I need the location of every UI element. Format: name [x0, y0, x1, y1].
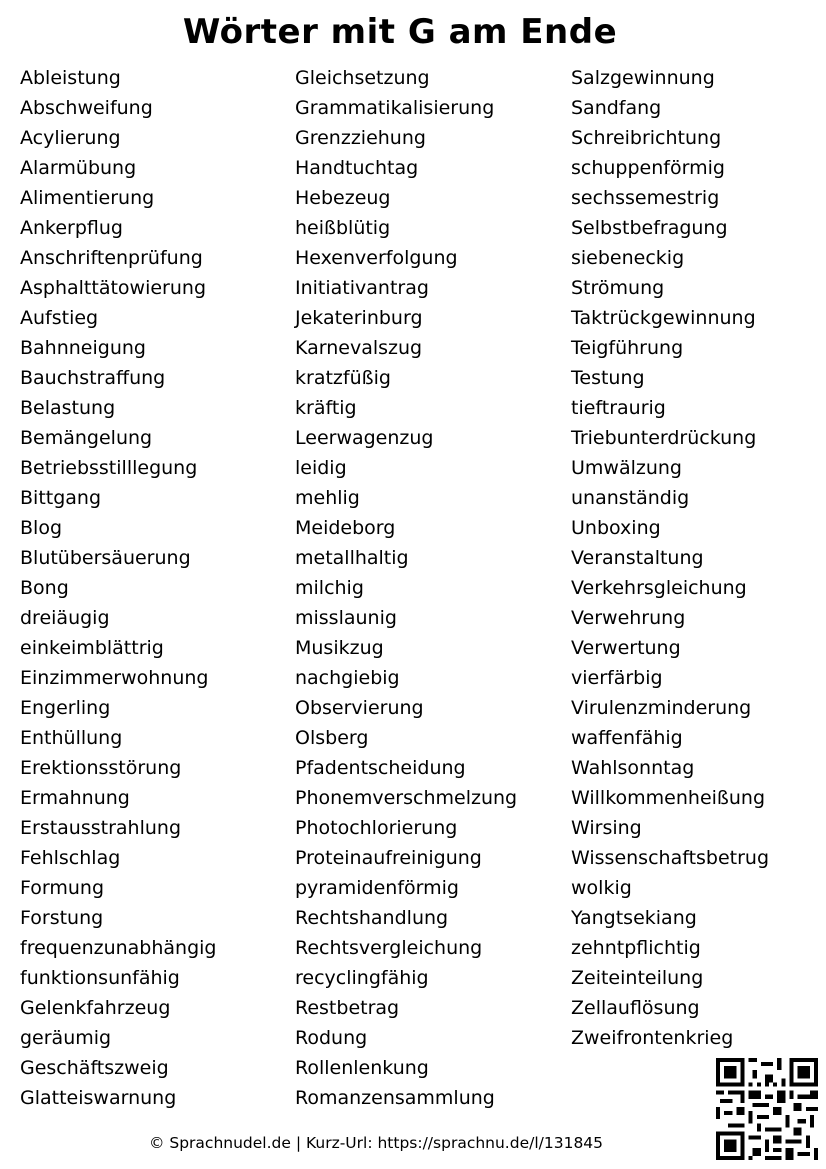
word-item: Gleichsetzung [295, 67, 430, 89]
word-item: Wahlsonntag [571, 757, 695, 779]
word-item: Proteinaufreinigung [295, 847, 482, 869]
word-item: Taktrückgewinnung [571, 307, 756, 329]
word-item: Zeiteinteilung [571, 967, 704, 989]
word-item: Verwehrung [571, 607, 686, 629]
word-item: Rechtsvergleichung [295, 937, 483, 959]
word-item: Olsberg [295, 727, 369, 749]
word-item: Einzimmerwohnung [20, 667, 209, 689]
word-item: Schreibrichtung [571, 127, 722, 149]
word-item: Anschriftenprüfung [20, 247, 203, 269]
word-item: Handtuchtag [295, 157, 419, 179]
word-item: Bong [20, 577, 69, 599]
word-item: Ableistung [20, 67, 121, 89]
word-column-2 [295, 63, 517, 1113]
word-item: Hebezeug [295, 187, 391, 209]
word-item: Hexenverfolgung [295, 247, 458, 269]
word-item: Wissenschaftsbetrug [571, 847, 770, 869]
word-item: waffenfähig [571, 727, 683, 749]
word-item: Glatteiswarnung [20, 1087, 177, 1109]
word-item: siebeneckig [571, 247, 685, 269]
word-item: Bemängelung [20, 427, 153, 449]
word-item: Sandfang [571, 97, 662, 119]
word-item: Triebunterdrückung [571, 427, 757, 449]
word-item: Blutübersäuerung [20, 547, 191, 569]
word-item: Formung [20, 877, 105, 899]
word-item: Grammatikalisierung [295, 97, 495, 119]
word-item: Pfadentscheidung [295, 757, 466, 779]
word-item: Leerwagenzug [295, 427, 434, 449]
word-item: Blog [20, 517, 62, 539]
word-item: leidig [295, 457, 347, 479]
word-item: Strömung [571, 277, 665, 299]
word-item: Bauchstraffung [20, 367, 166, 389]
word-item: Selbstbefragung [571, 217, 728, 239]
word-item: heißblütig [295, 217, 391, 239]
word-item: Romanzensammlung [295, 1087, 495, 1109]
word-item: Virulenzminderung [571, 697, 752, 719]
word-item: Enthüllung [20, 727, 123, 749]
word-item: kratzfüßig [295, 367, 391, 389]
word-item: Phonemverschmelzung [295, 787, 518, 809]
word-item: Restbetrag [295, 997, 400, 1019]
word-item: Erstausstrahlung [20, 817, 182, 839]
word-item: Photochlorierung [295, 817, 458, 839]
word-item: frequenzunabhängig [20, 937, 217, 959]
word-item: Zellauflösung [571, 997, 700, 1019]
word-item: Belastung [20, 397, 116, 419]
word-item: Testung [571, 367, 645, 389]
word-item: Ermahnung [20, 787, 130, 809]
word-item: Rodung [295, 1027, 368, 1049]
word-item: Ankerpflug [20, 217, 123, 239]
word-item: einkeimblättrig [20, 637, 164, 659]
word-item: Engerling [20, 697, 111, 719]
word-item: kräftig [295, 397, 357, 419]
word-item: Wirsing [571, 817, 642, 839]
word-item: pyramidenförmig [295, 877, 459, 899]
word-item: geräumig [20, 1027, 112, 1049]
word-item: Alarmübung [20, 157, 137, 179]
word-item: nachgiebig [295, 667, 400, 689]
word-item: Rollenlenkung [295, 1057, 429, 1079]
word-item: Grenzziehung [295, 127, 426, 149]
word-item: mehlig [295, 487, 360, 509]
word-column-1 [20, 63, 217, 1113]
word-item: milchig [295, 577, 364, 599]
word-item: vierfärbig [571, 667, 663, 689]
word-item: wolkig [571, 877, 632, 899]
word-item: Musikzug [295, 637, 384, 659]
word-item: Aufstieg [20, 307, 99, 329]
word-item: Jekaterinburg [295, 307, 423, 329]
word-item: metallhaltig [295, 547, 409, 569]
word-item: unanständig [571, 487, 690, 509]
word-item: Observierung [295, 697, 424, 719]
word-item: Bittgang [20, 487, 102, 509]
word-item: Verkehrsgleichung [571, 577, 747, 599]
qr-code-icon [716, 1058, 818, 1160]
word-item: recyclingfähig [295, 967, 429, 989]
word-item: Teigführung [571, 337, 684, 359]
word-item: Fehlschlag [20, 847, 121, 869]
word-item: Initiativantrag [295, 277, 429, 299]
word-item: Zweifrontenkrieg [571, 1027, 734, 1049]
word-item: Gelenkfahrzeug [20, 997, 171, 1019]
word-item: Yangtsekiang [571, 907, 697, 929]
word-item: Meideborg [295, 517, 396, 539]
word-item: dreiäugig [20, 607, 110, 629]
word-item: Rechtshandlung [295, 907, 449, 929]
word-item: Erektionsstörung [20, 757, 182, 779]
word-item: Acylierung [20, 127, 121, 149]
word-item: misslaunig [295, 607, 397, 629]
word-item: Abschweifung [20, 97, 153, 119]
word-item: sechssemestrig [571, 187, 720, 209]
word-item: Salzgewinnung [571, 67, 715, 89]
word-item: Verwertung [571, 637, 681, 659]
footer-credit: © Sprachnudel.de | Kurz-Url: https://sprachnu.de/l/131845 [148, 1134, 604, 1152]
word-item: Alimentierung [20, 187, 155, 209]
word-item: schuppenförmig [571, 157, 725, 179]
word-item: Bahnneigung [20, 337, 146, 359]
word-item: Betriebsstilllegung [20, 457, 198, 479]
word-item: Unboxing [571, 517, 661, 539]
word-item: Forstung [20, 907, 104, 929]
word-item: Asphalttätowierung [20, 277, 207, 299]
word-item: tieftraurig [571, 397, 666, 419]
word-item: Geschäftszweig [20, 1057, 169, 1079]
word-item: Veranstaltung [571, 547, 704, 569]
word-item: zehntpflichtig [571, 937, 701, 959]
word-item: Willkommenheißung [571, 787, 766, 809]
word-column-3 [571, 63, 769, 1053]
word-item: Umwälzung [571, 457, 682, 479]
word-item: funktionsunfähig [20, 967, 180, 989]
word-item: Karnevalszug [295, 337, 423, 359]
page-title: Wörter mit G am Ende [182, 12, 618, 52]
